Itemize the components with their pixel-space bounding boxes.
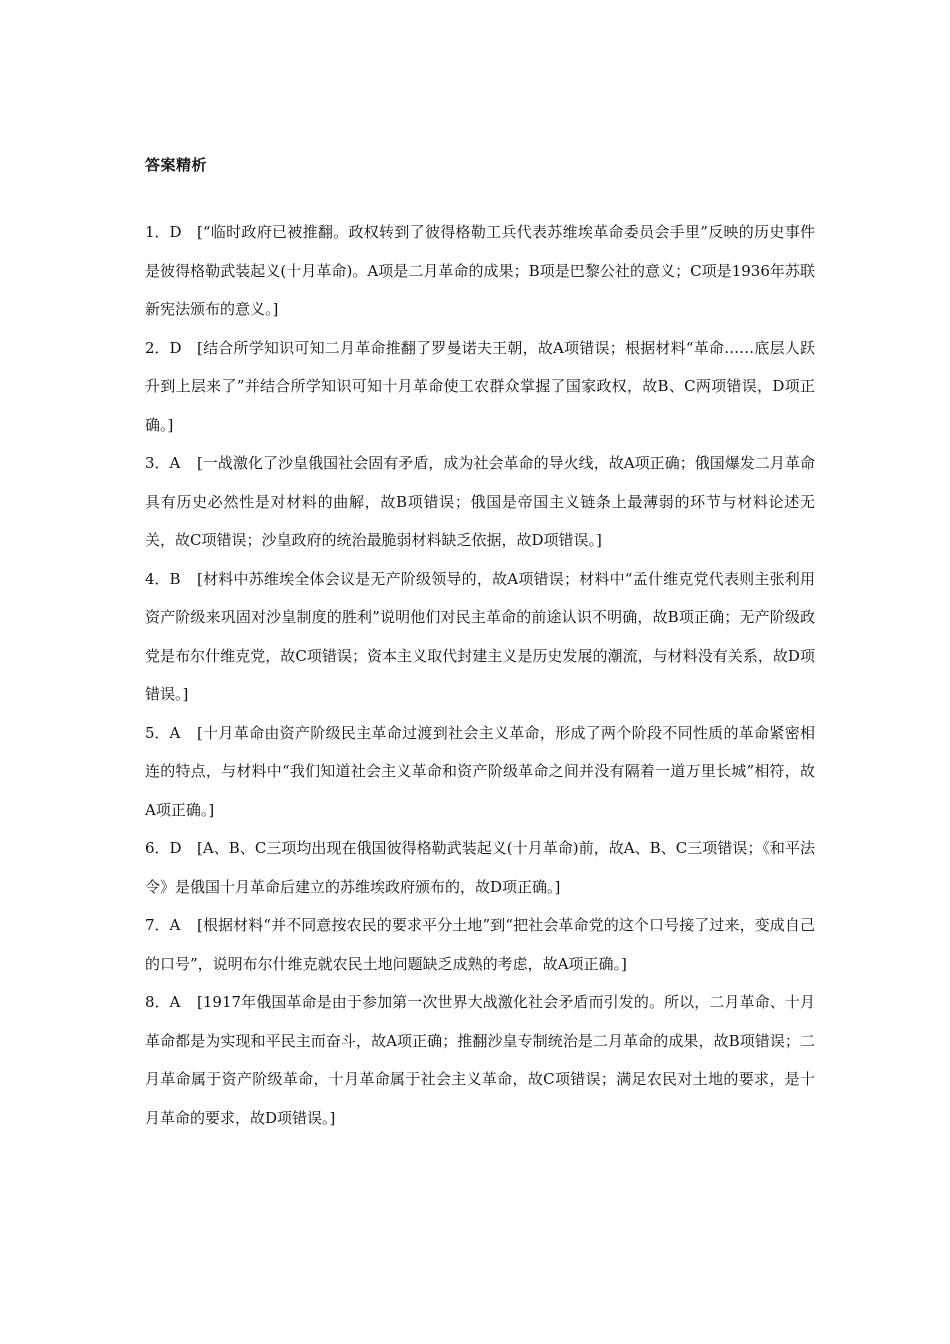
answer-item-1 [145,213,815,329]
answer-item-3 [145,444,815,560]
answer-explanation: [A、B、C三项均出现在俄国彼得格勒武装起义(十月革命)前，故A、B、C三项错误；《和平法令》是俄国十月革命后建立的苏维埃政府颁布的，故D项正确。] [145,839,815,896]
answer-number: 1．D [145,223,182,241]
answer-explanation: [根据材料“并不同意按农民的要求平分土地”到“把社会革命党的这个口号接了过来，变成自己的口号”，说明布尔什维克就农民土地问题缺乏成熟的考虑，故A项正确。] [145,916,815,973]
answer-number: 5．A [145,723,181,742]
answer-item-8 [145,983,815,1137]
answer-explanation: [1917年俄国革命是由于参加第一次世界大战激化社会矛盾而引发的。所以，二月革命、十月革命都是为实现和平民主而奋斗，故A项正确；推翻沙皇专制统治是二月革命的成果，故B项错误；二月革命属于资产阶级革命，十月革命属于社会主义革命，故C项错误；满足农民对土地的要求，是十月革命的要求，故D项错误。] [145,993,815,1127]
answer-number: 3．A [145,454,181,472]
answer-number: 6．D [145,839,182,857]
answer-explanation: [“临时政府已被推翻。政权转到了彼得格勒工兵代表苏维埃革命委员会手里”反映的历史事件是彼得格勒武装起义(十月革命)。A项是二月革命的成果；B项是巴黎公社的意义；C项是1936年苏联新宪法颁布的意义。] [145,223,815,318]
section-heading: 答案精析 [145,156,208,174]
answer-explanation: [结合所学知识可知二月革命推翻了罗曼诺夫王朝，故A项错误；根据材料“革命……底层人跃升到上层来了”并结合所学知识可知十月革命使工农群众掌握了国家政权，故B、C两项错误，D项正确。] [145,338,815,434]
answer-item-7 [145,906,815,983]
answer-number: 4．B [145,569,181,588]
answer-number: 7．A [145,916,181,934]
answer-item-2 [145,329,815,445]
answer-number: 8．A [145,993,181,1011]
answer-explanation: [十月革命由资产阶级民主革命过渡到社会主义革命，形成了两个阶段不同性质的革命紧密相连的特点，与材料中“我们知道社会主义革命和资产阶级革命之间并没有隔着一道万里长城”相符，故A项正确。] [145,723,815,819]
answer-explanation: [材料中苏维埃全体会议是无产阶级领导的，故A项错误；材料中“孟什维克党代表则主张利用资产阶级来巩固对沙皇制度的胜利”说明他们对民主革命的前途认识不明确，故B项正确；无产阶级政党是布尔什维克党，故C项错误；资本主义取代封建主义是历史发展的潮流，与材料没有关系，故D项错误。] [145,569,815,703]
answer-item-6 [145,829,815,906]
answer-explanation: [一战激化了沙皇俄国社会固有矛盾，成为社会革命的导火线，故A项正确；俄国爆发二月革命具有历史必然性是对材料的曲解，故B项错误；俄国是帝国主义链条上最薄弱的环节与材料论述无关，故C项错误；沙皇政府的统治最脆弱材料缺乏依据，故D项错误。] [145,454,815,549]
answer-item-4 [145,560,815,714]
answer-number: 2．D [145,338,182,357]
answer-item-5 [145,714,815,830]
answer-document [145,155,815,1137]
